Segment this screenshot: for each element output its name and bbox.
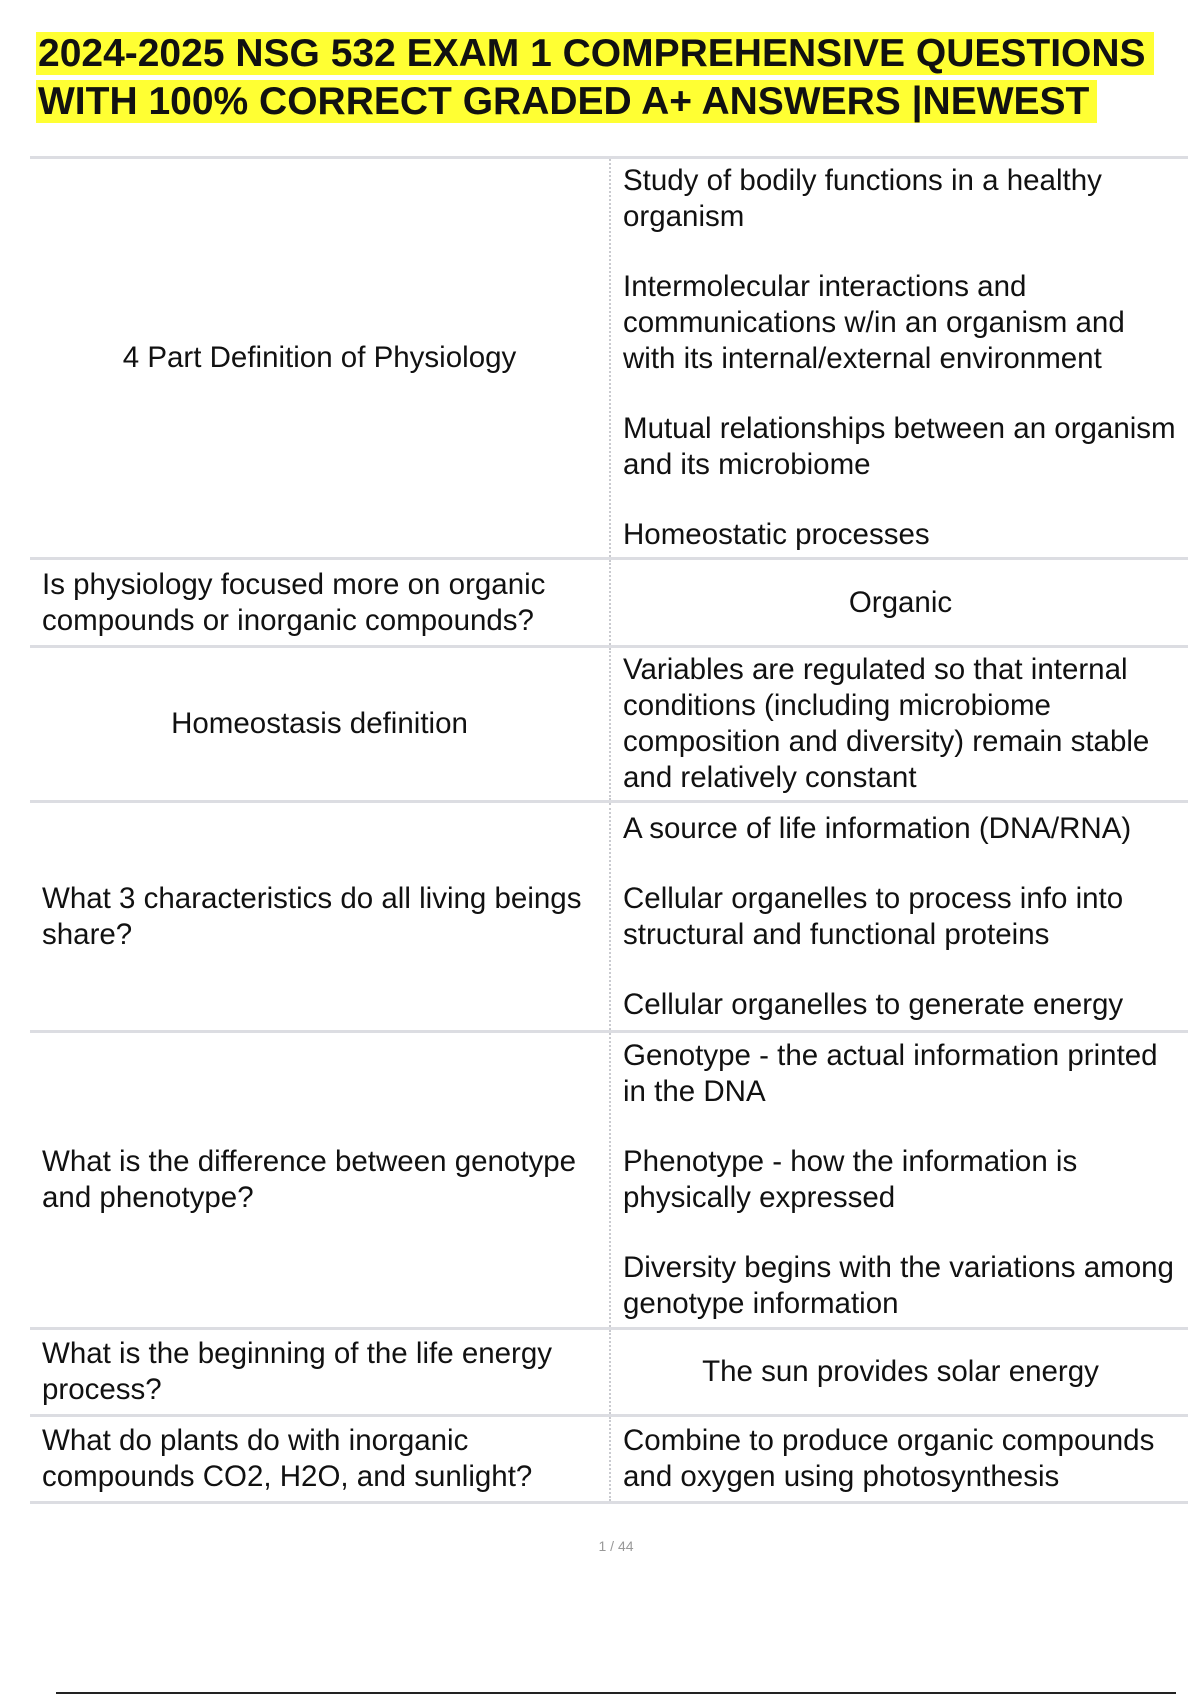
answer-text: Homeostatic processes	[623, 518, 930, 551]
answer-text: Combine to produce organic compounds and oxygen using photosynthesis	[623, 1424, 1155, 1493]
question-text: What do plants do with inorganic compounds CO2, H2O, and sunlight?	[42, 1424, 533, 1493]
table-row	[30, 158, 1188, 559]
question-cell	[30, 647, 610, 802]
flashcard-table	[30, 156, 1188, 1504]
table-row	[30, 1032, 1188, 1329]
table-row	[30, 802, 1188, 1032]
answer-text: Genotype - the actual information printed in the DNA	[623, 1039, 1158, 1108]
answer-cell	[610, 1329, 1188, 1416]
title-line-1: 2024-2025 NSG 532 EXAM 1 COMPREHENSIVE QUESTIONS	[36, 32, 1154, 75]
answer-cell	[610, 158, 1188, 559]
title-line-2: WITH 100% CORRECT GRADED A+ ANSWERS |NEWEST	[36, 80, 1097, 123]
answer-text: Diversity begins with the variations among genotype information	[623, 1251, 1174, 1320]
question-text: 4 Part Definition of Physiology	[122, 341, 517, 374]
question-cell	[30, 158, 610, 559]
question-cell	[30, 559, 610, 647]
answer-cell	[610, 647, 1188, 802]
question-cell	[30, 1329, 610, 1416]
question-text: What 3 characteristics do all living beings share?	[42, 881, 582, 951]
question-text: What is the beginning of the life energy process?	[42, 1337, 553, 1406]
question-cell	[30, 802, 610, 1032]
answer-text: Cellular organelles to process info into structural and functional proteins	[623, 881, 1124, 951]
answer-text: Phenotype - how the information is physically expressed	[623, 1145, 1078, 1214]
answer-text: Variables are regulated so that internal conditions (including microbiome composition and diversity) remain stable and relatively constant	[623, 653, 1150, 794]
answer-cell	[610, 1032, 1188, 1329]
document-title	[36, 30, 1154, 126]
answer-cell	[610, 1416, 1188, 1503]
answer-cell	[610, 802, 1188, 1032]
question-cell	[30, 1416, 610, 1503]
answer-text: Cellular organelles to generate energy	[623, 987, 1124, 1021]
table-row	[30, 1416, 1188, 1503]
question-text: Homeostasis definition	[171, 707, 468, 740]
answer-text: Intermolecular interactions and communications w/in an organism and with its internal/external environment	[623, 270, 1125, 375]
question-text: What is the difference between genotype and phenotype?	[42, 1145, 577, 1214]
footer-divider	[56, 1692, 1176, 1694]
question-text: Is physiology focused more on organic compounds or inorganic compounds?	[42, 567, 546, 637]
answer-text: A source of life information (DNA/RNA)	[623, 811, 1132, 845]
answer-text: Organic	[848, 585, 953, 619]
table-row	[30, 559, 1188, 647]
table-row	[30, 1329, 1188, 1416]
answer-text: Study of bodily functions in a healthy organism	[623, 164, 1102, 233]
answer-text: Mutual relationships between an organism and its microbiome	[623, 412, 1176, 481]
question-cell	[30, 1032, 610, 1329]
table-row	[30, 647, 1188, 802]
answer-text: The sun provides solar energy	[702, 1355, 1099, 1388]
answer-cell	[610, 559, 1188, 647]
page-indicator: 1 / 44	[598, 1538, 634, 1554]
